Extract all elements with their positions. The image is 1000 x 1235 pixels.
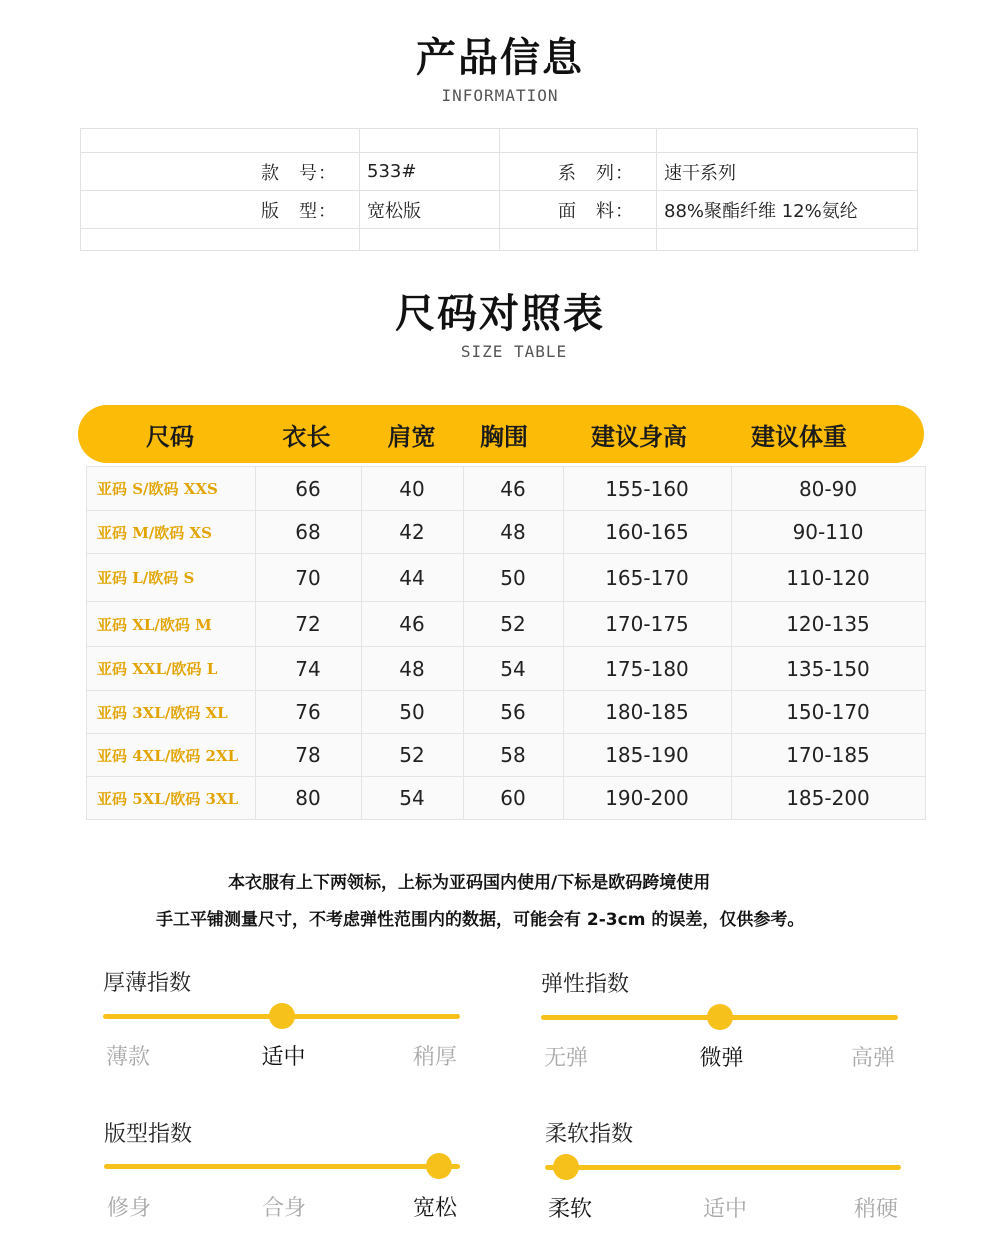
size-subtitle: SIZE TABLE — [460, 342, 568, 361]
size-name-cell: 亚码 XXL/欧码 L — [97, 660, 218, 678]
size-name-cell: 亚码 4XL/欧码 2XL — [97, 746, 239, 765]
length-cell: 80 — [295, 786, 321, 810]
index-label: 适中 — [702, 1197, 747, 1222]
size-title: 尺码对照表 — [395, 291, 605, 337]
info-value: 速干系列 — [664, 162, 736, 184]
height-cell: 170-175 — [605, 612, 689, 636]
table-row — [87, 691, 925, 734]
shoulder-cell: 50 — [399, 700, 425, 724]
index-label: 柔软 — [547, 1197, 592, 1222]
chest-cell: 56 — [500, 700, 526, 724]
info-label: 系 列： — [558, 162, 634, 184]
height-cell: 190-200 — [605, 786, 689, 810]
index-label: 稍厚 — [412, 1045, 457, 1070]
weight-cell: 135-150 — [786, 656, 870, 681]
info-title: 产品信息 — [416, 35, 584, 81]
header-chest: 胸围 — [480, 422, 528, 451]
size-name-cell: 亚码 M/欧码 XS — [97, 523, 212, 542]
weight-cell: 150-170 — [786, 700, 870, 724]
header-shoulder: 肩宽 — [387, 422, 436, 451]
index-label: 适中 — [261, 1045, 306, 1070]
height-cell: 185-190 — [605, 743, 689, 767]
header-size: 尺码 — [146, 422, 194, 451]
chest-cell: 58 — [500, 743, 526, 767]
header-height: 建议身高 — [591, 422, 687, 451]
size-name-cell: 亚码 XL/欧码 M — [97, 615, 212, 634]
info-label: 款 号： — [261, 162, 337, 184]
info-label: 版 型： — [261, 200, 337, 222]
chest-cell: 46 — [500, 476, 526, 501]
length-cell: 72 — [295, 612, 321, 636]
length-cell: 68 — [295, 520, 321, 544]
table-row — [87, 647, 925, 691]
size-name-cell: 亚码 L/欧码 S — [97, 569, 195, 587]
header-weight: 建议体重 — [751, 422, 847, 451]
height-cell: 175-180 — [605, 656, 689, 681]
shoulder-cell: 48 — [399, 656, 425, 681]
table-row — [87, 602, 925, 647]
chest-cell: 52 — [500, 612, 526, 636]
index-label: 稍硬 — [853, 1197, 898, 1222]
note-line-1: 本衣服有上下两领标，上标为亚码国内使用/下标是欧码跨境使用 — [228, 873, 711, 893]
index-slider-knob — [269, 1003, 295, 1029]
info-row — [81, 153, 917, 191]
index-slider-knob — [707, 1004, 733, 1030]
header-length: 衣长 — [282, 422, 331, 451]
shoulder-cell: 46 — [399, 612, 425, 636]
shoulder-cell: 52 — [399, 743, 425, 767]
index-slider-track — [104, 1164, 460, 1169]
table-row — [87, 554, 925, 602]
index-label: 修身 — [106, 1196, 151, 1221]
length-cell: 70 — [295, 565, 321, 590]
size-name-cell: 亚码 S/欧码 XXS — [97, 480, 218, 498]
weight-cell: 90-110 — [792, 520, 864, 544]
weight-cell: 110-120 — [786, 565, 870, 590]
length-cell: 74 — [295, 656, 321, 681]
weight-cell: 80-90 — [798, 476, 858, 501]
weight-cell: 185-200 — [786, 786, 870, 810]
index-label: 无弹 — [543, 1046, 588, 1071]
info-subtitle: INFORMATION — [441, 86, 559, 105]
info-value: 533# — [367, 161, 417, 182]
index-slider-knob — [553, 1154, 579, 1180]
shoulder-cell: 42 — [399, 520, 425, 544]
shoulder-cell: 44 — [399, 565, 425, 590]
weight-cell: 120-135 — [786, 612, 870, 636]
table-row — [87, 734, 925, 777]
height-cell: 165-170 — [605, 565, 689, 590]
index-slider-track — [545, 1165, 901, 1170]
index-label: 宽松 — [412, 1196, 457, 1221]
height-cell: 160-165 — [605, 520, 689, 544]
size-name-cell: 亚码 5XL/欧码 3XL — [97, 789, 239, 808]
size-name-cell: 亚码 3XL/欧码 XL — [97, 703, 228, 722]
index-label: 合身 — [261, 1196, 306, 1221]
info-value: 88%聚酯纤维 12%氨纶 — [664, 200, 858, 222]
note-line-2: 手工平铺测量尺寸，不考虑弹性范围内的数据，可能会有 2-3cm 的误差，仅供参考。 — [156, 910, 805, 930]
index-label: 薄款 — [105, 1045, 150, 1070]
index-label: 高弹 — [850, 1046, 895, 1071]
chest-cell: 60 — [500, 786, 526, 810]
length-cell: 78 — [295, 743, 321, 767]
index-title: 弹性指数 — [541, 972, 630, 997]
chest-cell: 48 — [500, 520, 526, 544]
table-row — [87, 511, 925, 554]
index-title: 版型指数 — [104, 1122, 193, 1147]
table-row — [87, 467, 925, 511]
length-cell: 66 — [295, 476, 321, 501]
weight-cell: 170-185 — [786, 743, 870, 767]
info-row — [81, 191, 917, 229]
table-row — [87, 777, 925, 819]
index-title: 柔软指数 — [545, 1122, 634, 1147]
index-label: 微弹 — [699, 1046, 744, 1071]
info-label: 面 料： — [558, 200, 634, 222]
height-cell: 155-160 — [605, 476, 689, 501]
size-table — [86, 466, 926, 820]
shoulder-cell: 40 — [399, 476, 425, 501]
shoulder-cell: 54 — [399, 786, 425, 810]
index-slider-knob — [426, 1153, 452, 1179]
chest-cell: 50 — [500, 565, 526, 590]
length-cell: 76 — [295, 700, 321, 724]
info-value: 宽松版 — [367, 200, 421, 222]
height-cell: 180-185 — [605, 700, 689, 724]
chest-cell: 54 — [500, 656, 526, 681]
index-title: 厚薄指数 — [103, 971, 192, 996]
size-table-header — [78, 405, 924, 463]
info-table — [80, 128, 918, 251]
